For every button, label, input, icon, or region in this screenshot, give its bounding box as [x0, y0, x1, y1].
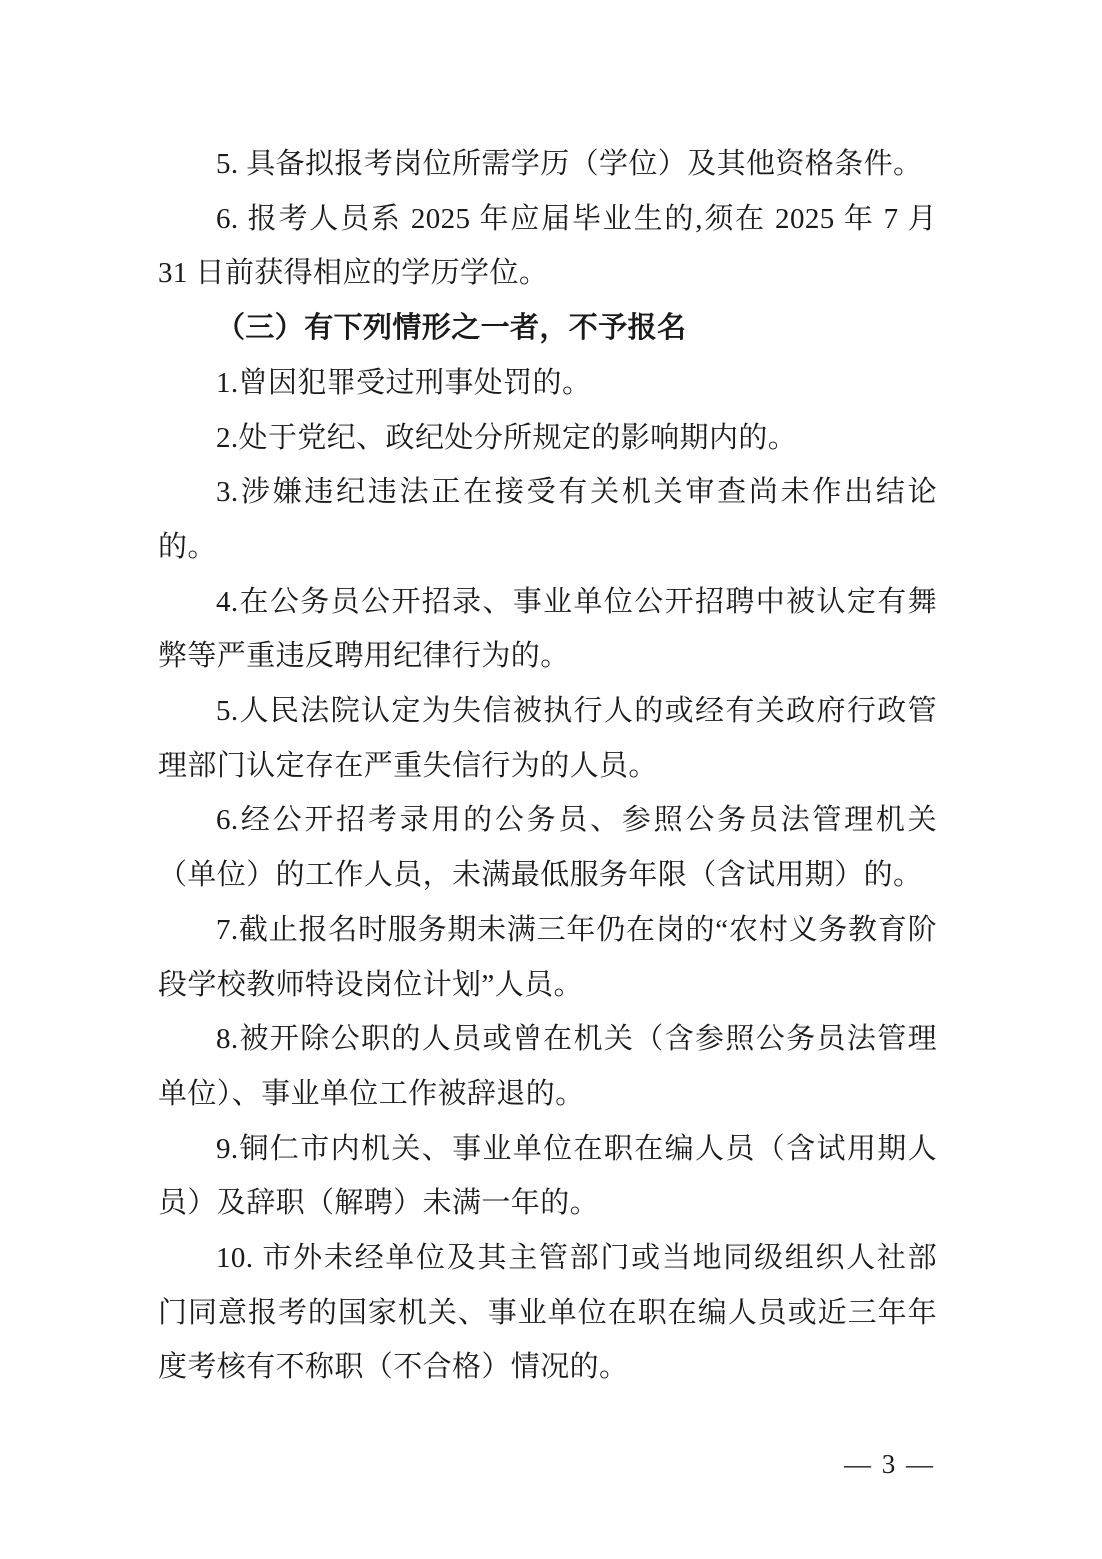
section-heading: （三）有下列情形之一者，不予报名 [216, 312, 687, 345]
page-number: — 3 — [844, 1449, 935, 1479]
disqualification-item-3: 3.涉嫌违纪违法正在接受有关机关审查尚未作出结论的。 [158, 476, 937, 563]
disqualification-item-4: 4.在公务员公开招录、事业单位公开招聘中被认定有舞弊等严重违反聘用纪律行为的。 [158, 585, 937, 673]
document-body [158, 137, 937, 1395]
clause-eligibility-5: 5. 具备拟报考岗位所需学历（学位）及其他资格条件。 [216, 148, 923, 180]
disqualification-item-1: 1.曾因犯罪受过刑事处罚的。 [216, 366, 592, 399]
clause-eligibility-6: 6. 报考人员系 2025 年应届毕业生的,须在 2025 年 7 月 31 日前获得相应的学历学位。 [158, 202, 937, 290]
disqualification-item-9: 9.铜仁市内机关、事业单位在职在编人员（含试用期人员）及辞职（解聘）未满一年的。 [158, 1132, 937, 1220]
disqualification-item-7: 7.截止报名时服务期未满三年仍在岗的“农村义务教育阶段学校教师特设岗位计划”人员。 [158, 913, 937, 1001]
disqualification-item-2: 2.处于党纪、政纪处分所规定的影响期内的。 [216, 421, 798, 454]
disqualification-item-6: 6.经公开招考录用的公务员、参照公务员法管理机关（单位）的工作人员，未满最低服务年限（含试用期）的。 [158, 804, 937, 892]
disqualification-item-8: 8.被开除公职的人员或曾在机关（含参照公务员法管理单位）、事业单位工作被辞退的。 [158, 1023, 937, 1110]
disqualification-item-5: 5.人民法院认定为失信被执行人的或经有关政府行政管理部门认定存在严重失信行为的人员。 [158, 695, 937, 782]
disqualification-item-10: 10. 市外未经单位及其主管部门或当地同级组织人社部门同意报考的国家机关、事业单位在职在编人员或近三年年度考核有不称职（不合格）情况的。 [158, 1242, 937, 1384]
